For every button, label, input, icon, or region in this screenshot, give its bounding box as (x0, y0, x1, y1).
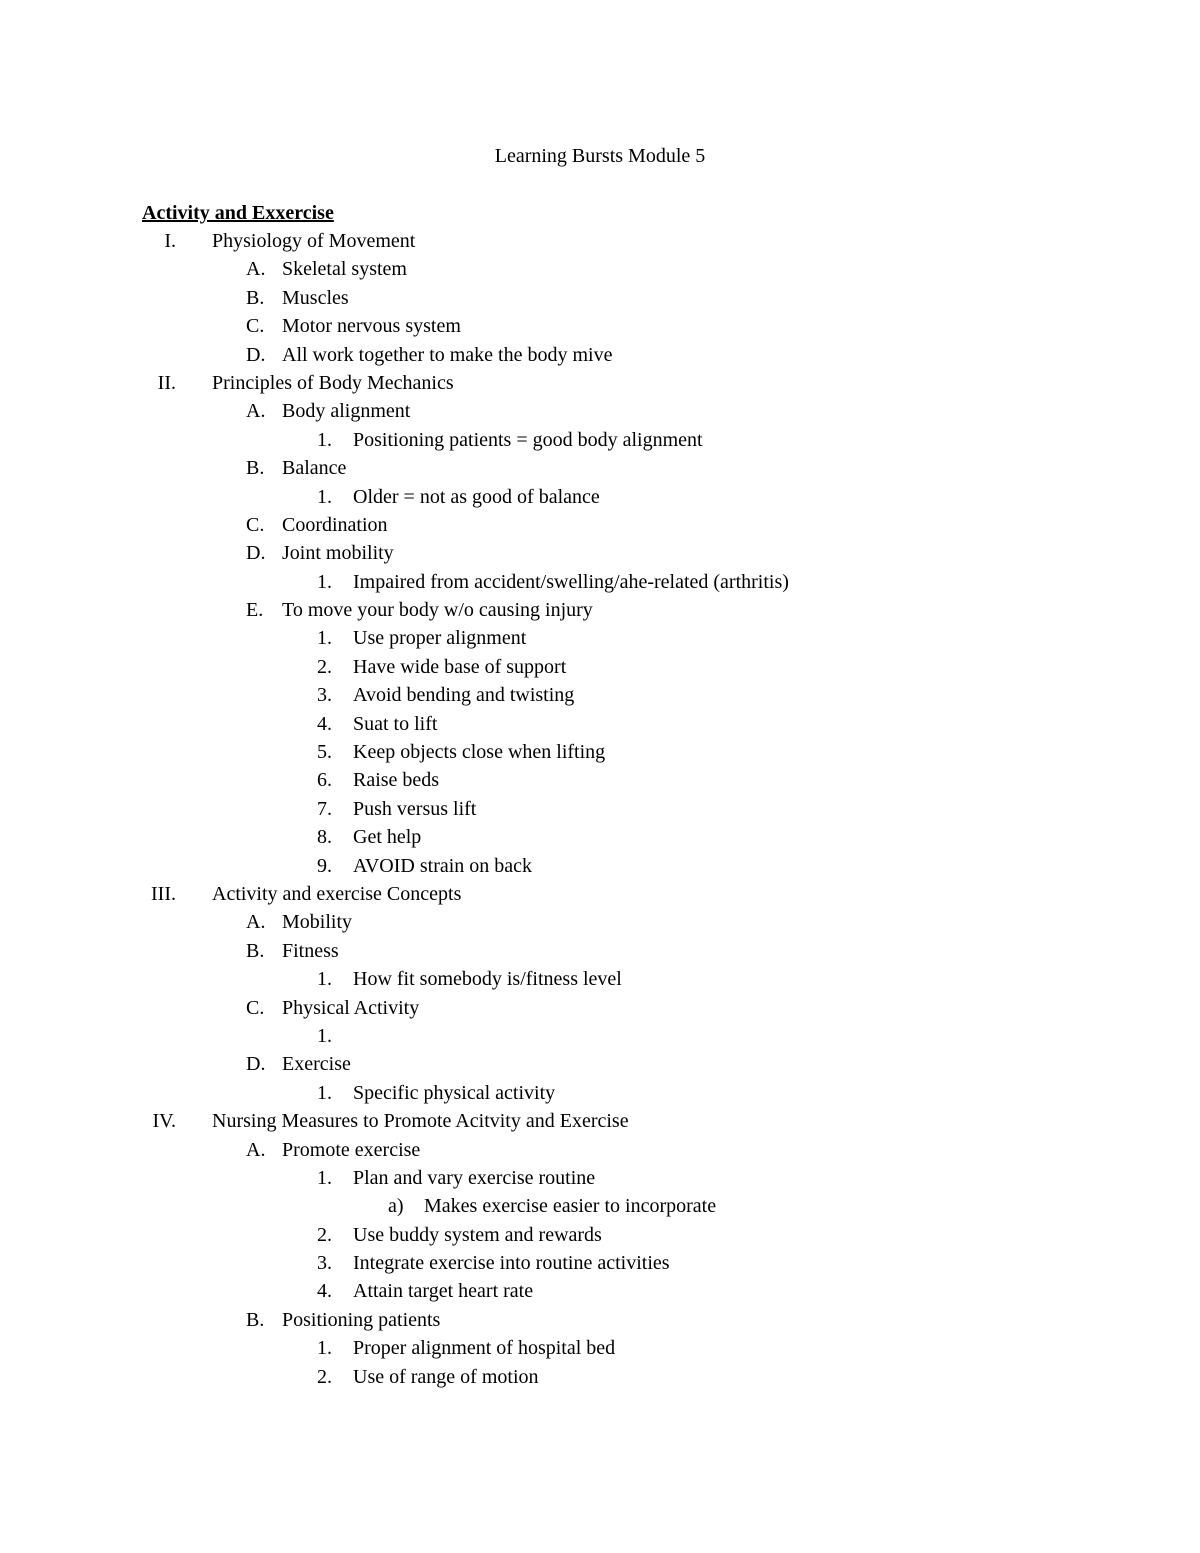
outline-item-marker: 2. (317, 1223, 332, 1246)
outline-item-marker: 1. (317, 968, 332, 991)
outline-item-marker: A. (246, 400, 266, 423)
outline-item-level-3 (0, 823, 1200, 851)
outline-item-marker: 8. (317, 826, 332, 849)
outline-item-text: Principles of Body Mechanics (212, 371, 454, 394)
outline-item-marker: I. (164, 230, 176, 252)
outline-item-text: Joint mobility (282, 542, 394, 565)
outline-item-text: Attain target heart rate (353, 1280, 534, 1303)
outline-item-level-1 (0, 369, 1200, 397)
outline-item-level-3 (0, 568, 1200, 596)
outline-item-text: Plan and vary exercise routine (353, 1166, 596, 1189)
outline-item-marker: 1. (317, 627, 332, 650)
outline-item-marker: E. (246, 599, 264, 622)
outline-item-text: Positioning patients = good body alignment (353, 428, 703, 451)
outline-item-marker: 4. (317, 1280, 332, 1303)
outline-item-text: To move your body w/o causing injury (282, 599, 593, 622)
outline-item-text: Keep objects close when lifting (353, 741, 606, 764)
outline-item-level-2 (0, 341, 1200, 369)
outline-item-marker: A. (246, 911, 266, 934)
outline-item-level-3 (0, 681, 1200, 709)
outline-item-marker: D. (246, 1053, 266, 1076)
outline-item-text: Use buddy system and rewards (353, 1223, 602, 1246)
outline-item-level-1 (0, 880, 1200, 908)
outline-item-marker: 9. (317, 854, 332, 877)
outline-item-marker: II. (157, 371, 176, 394)
document-title: Learning Bursts Module 5 (494, 145, 706, 167)
outline-item-marker: B. (246, 939, 265, 962)
outline-item-marker: III. (151, 882, 176, 905)
outline-item-marker: B. (246, 1308, 265, 1331)
outline-item-level-3 (0, 1221, 1200, 1249)
outline-item-level-2 (0, 1306, 1200, 1334)
outline-item-text: All work together to make the body mive (282, 343, 613, 366)
outline-item-marker: 1. (317, 485, 332, 508)
outline-item-marker: C. (246, 513, 265, 536)
outline-item-level-2 (0, 1136, 1200, 1164)
outline-item-marker: 1. (317, 1337, 332, 1360)
outline-item-text: Activity and exercise Concepts (212, 882, 462, 905)
outline-item-marker: 6. (317, 769, 332, 792)
outline-item-text: Positioning patients (282, 1308, 441, 1331)
outline-item-level-3 (0, 483, 1200, 511)
outline-item-marker: 4. (317, 712, 332, 735)
outline-item-marker: B. (246, 457, 265, 480)
outline-item-marker: D. (246, 542, 266, 565)
outline-item-marker: D. (246, 343, 266, 366)
outline-item-marker: B. (246, 286, 265, 309)
outline-item-text: Makes exercise easier to incorporate (424, 1195, 717, 1218)
outline-item-level-2 (0, 937, 1200, 965)
outline-list (0, 227, 1200, 1391)
outline-item-text: Proper alignment of hospital bed (353, 1337, 616, 1360)
outline-item-level-3 (0, 426, 1200, 454)
outline-item-marker: C. (246, 315, 265, 338)
outline-item-text: Muscles (282, 286, 349, 309)
outline-item-marker: 1. (317, 1166, 332, 1189)
outline-item-text: Raise beds (353, 769, 440, 792)
outline-item-marker: 7. (317, 797, 332, 820)
outline-item-level-2 (0, 1050, 1200, 1078)
outline-item-level-3 (0, 852, 1200, 880)
outline-item-level-2 (0, 908, 1200, 936)
outline-item-marker: 1. (317, 428, 332, 451)
outline-item-marker: C. (246, 996, 265, 1019)
outline-item-text: Use proper alignment (353, 627, 527, 650)
outline-item-text: How fit somebody is/fitness level (353, 968, 622, 991)
outline-item-text: Impaired from accident/swelling/ahe-related (arthritis) (353, 570, 789, 593)
outline-item-level-2 (0, 511, 1200, 539)
outline-item-level-3 (0, 624, 1200, 652)
outline-item-level-3 (0, 1164, 1200, 1192)
outline-item-level-3 (0, 1334, 1200, 1362)
outline-item-marker: 1. (317, 1081, 332, 1104)
outline-item-level-2 (0, 284, 1200, 312)
outline-item-text: Balance (282, 457, 347, 480)
outline-item-level-2 (0, 539, 1200, 567)
outline-item-text: Older = not as good of balance (353, 485, 600, 508)
outline-item-text: Integrate exercise into routine activities (353, 1252, 670, 1275)
outline-item-level-2 (0, 994, 1200, 1022)
outline-item-text: Body alignment (282, 400, 411, 423)
outline-item-text: AVOID strain on back (353, 854, 533, 877)
outline-item-marker: 2. (317, 655, 332, 678)
outline-item-marker: A. (246, 1138, 266, 1161)
outline-item-text: Get help (353, 826, 422, 849)
outline-item-level-3 (0, 1079, 1200, 1107)
outline-item-marker: A. (246, 258, 266, 281)
outline-item-text: Use of range of motion (353, 1365, 539, 1388)
outline-item-level-3 (0, 1249, 1200, 1277)
outline-item-level-1 (0, 227, 1200, 255)
outline-item-level-3 (0, 710, 1200, 738)
section-heading: Activity and Exxercise (142, 202, 334, 224)
outline-item-level-3 (0, 965, 1200, 993)
outline-item-marker: 1. (317, 1024, 332, 1047)
outline-item-text: Physiology of Movement (212, 230, 416, 252)
outline-item-marker: 3. (317, 1252, 332, 1275)
outline-item-text: Coordination (282, 513, 388, 536)
outline-item-marker: IV. (152, 1110, 176, 1133)
outline-item-level-2 (0, 397, 1200, 425)
outline-item-marker: 2. (317, 1365, 332, 1388)
outline-item-level-3 (0, 653, 1200, 681)
outline-item-text: Have wide base of support (353, 655, 567, 678)
outline-item-marker: a) (388, 1195, 404, 1218)
outline-item-level-3 (0, 1363, 1200, 1391)
outline-item-text: Fitness (282, 939, 339, 962)
outline-item-marker: 1. (317, 570, 332, 593)
outline-item-text: Skeletal system (282, 258, 407, 281)
outline-item-text: Suat to lift (353, 712, 438, 735)
outline-item-level-4 (0, 1192, 1200, 1220)
outline-item-level-3 (0, 795, 1200, 823)
outline-item-level-3 (0, 1277, 1200, 1305)
outline-item-text: Specific physical activity (353, 1081, 556, 1104)
outline-item-text: Push versus lift (353, 797, 477, 820)
outline-item-text: Physical Activity (282, 996, 420, 1019)
outline-item-level-2 (0, 312, 1200, 340)
outline-item-level-2 (0, 255, 1200, 283)
outline-item-level-2 (0, 454, 1200, 482)
outline-item-text: Mobility (282, 911, 353, 934)
outline-item-level-3 (0, 738, 1200, 766)
outline-item-level-3 (0, 1022, 1200, 1050)
outline-item-text: Exercise (282, 1053, 351, 1076)
outline-item-level-1 (0, 1107, 1200, 1135)
outline-item-marker: 3. (317, 684, 332, 707)
outline-item-text: Motor nervous system (282, 315, 461, 338)
outline-item-text: Avoid bending and twisting (353, 684, 575, 707)
outline-item-marker: 5. (317, 741, 332, 764)
outline-item-text: Nursing Measures to Promote Acitvity and Exercise (212, 1110, 629, 1133)
outline-item-level-2 (0, 596, 1200, 624)
outline-item-text: Promote exercise (282, 1138, 421, 1161)
outline-item-level-3 (0, 766, 1200, 794)
